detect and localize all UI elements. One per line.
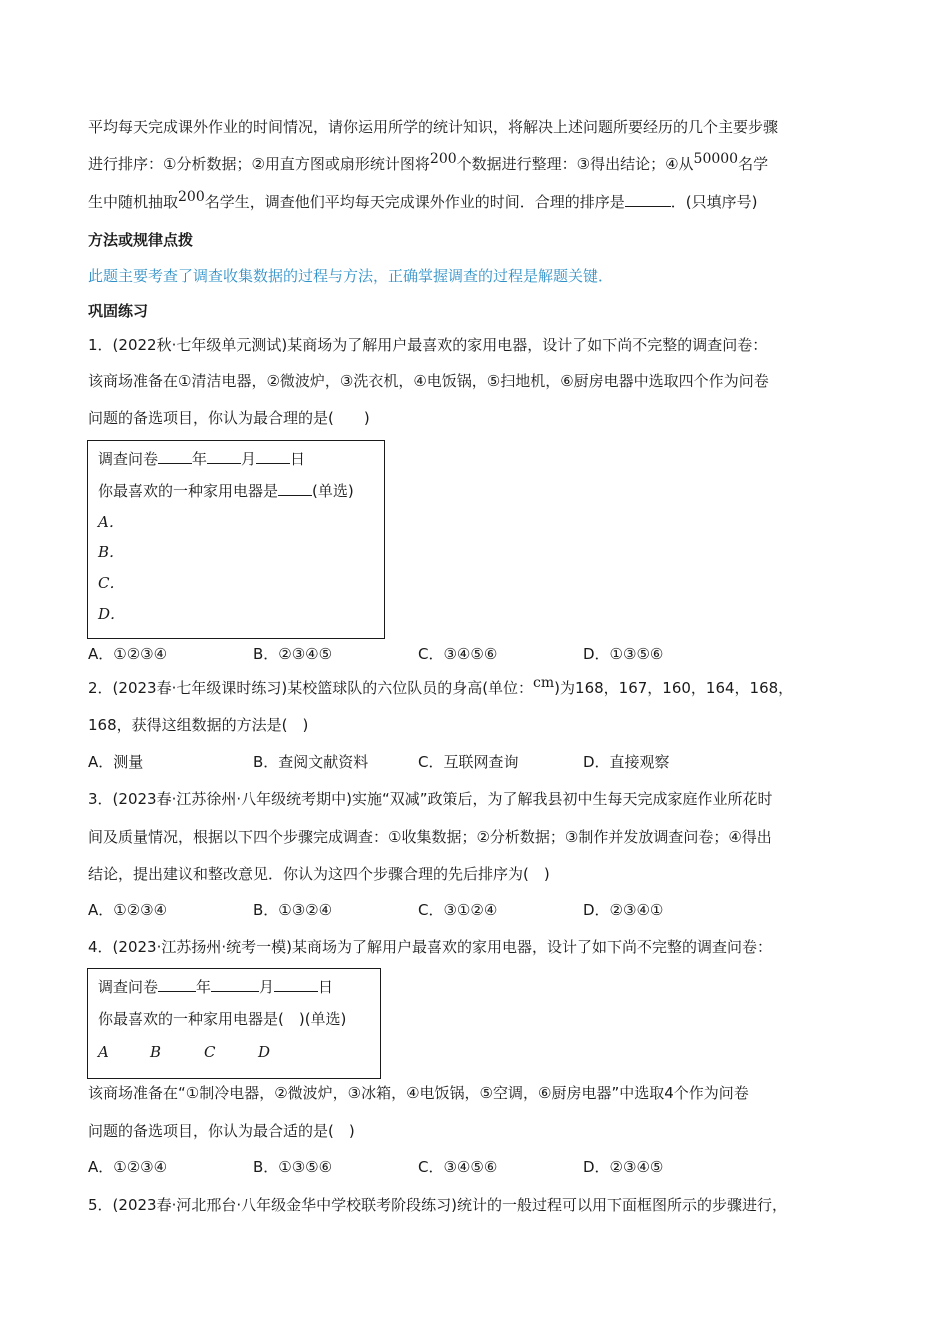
q4-option-d[interactable]: D．②③④⑤: [583, 1158, 664, 1176]
q3-option-d[interactable]: D．②③④①: [583, 901, 664, 919]
q1-box-choice-a: A．: [98, 513, 124, 531]
q2-option-a[interactable]: A．测量: [88, 753, 144, 771]
q4-box-title: 调查问卷 年 月 日: [98, 978, 334, 996]
q4-box-question: 你最喜欢的一种家用电器是( )(单选): [98, 1010, 347, 1028]
q1-box-choice-d: D．: [98, 605, 126, 623]
q2-option-d[interactable]: D．直接观察: [583, 753, 670, 771]
q1-option-b[interactable]: B．②③④⑤: [253, 645, 333, 663]
blank: [274, 977, 318, 992]
blank: [278, 481, 312, 496]
intro-line-2-c: 名学: [738, 155, 769, 173]
q1-box-question: 你最喜欢的一种家用电器是 (单选): [98, 482, 354, 500]
q2-option-c[interactable]: C．互联网查询: [418, 753, 519, 771]
q3-line-1: 3．(2023春·江苏徐州·八年级统考期中)实施“双减”政策后，为了解我县初中生每天完成家庭作业所花时: [88, 790, 773, 808]
q1-box-choice-b: B．: [98, 543, 125, 561]
number-200: 200: [429, 151, 457, 167]
intro-line-2: [88, 153, 870, 176]
intro-line-3-b: 名学生，调查他们平均每天完成课外作业的时间．合理的排序是: [204, 193, 625, 211]
blank: [207, 449, 241, 464]
q3-option-b[interactable]: B．①③②④: [253, 901, 333, 919]
blank: [158, 449, 192, 464]
q4-line-3: 问题的备选项目，你认为最合适的是( ): [88, 1122, 355, 1140]
q1-options: [88, 643, 868, 665]
q1-line-2: 该商场准备在①清洁电器，②微波炉，③洗衣机，④电饭锅，⑤扫地机，⑥厨房电器中选取四个作为问卷: [88, 372, 769, 390]
q4-survey-box: [87, 968, 381, 1079]
q4-box-choice-a: A: [98, 1043, 109, 1061]
intro-line-2-b: 个数据进行整理：③得出结论；④从: [456, 155, 694, 173]
q4-option-b[interactable]: B．①③⑤⑥: [253, 1158, 333, 1176]
q1-option-d[interactable]: D．①③⑤⑥: [583, 645, 664, 663]
intro-line-3-a: 生中随机抽取: [88, 193, 179, 211]
q4-box-choice-c: C: [204, 1043, 216, 1061]
q3-options: [88, 899, 868, 921]
q5-line-1: 5．(2023春·河北邢台·八年级金华中学校联考阶段练习)统计的一般过程可以用下面框图所示的步骤进行，: [88, 1196, 787, 1214]
q1-line-1: 1．(2022秋·七年级单元测试)某商场为了解用户最喜欢的家用电器，设计了如下尚不完整的调查问卷：: [88, 336, 768, 354]
practice-heading: 巩固练习: [88, 302, 149, 320]
blank: [211, 977, 259, 992]
number-200-b: 200: [178, 189, 205, 205]
q2-option-b[interactable]: B．查阅文献资料: [253, 753, 369, 771]
answer-blank[interactable]: [625, 192, 671, 207]
q1-option-c[interactable]: C．③④⑤⑥: [418, 645, 498, 663]
q2-line-2: 168，获得这组数据的方法是( ): [88, 716, 309, 734]
method-heading: 方法或规律点拨: [88, 231, 194, 249]
q4-option-c[interactable]: C．③④⑤⑥: [418, 1158, 498, 1176]
q1-survey-box: [87, 440, 385, 639]
q1-line-3: 问题的备选项目，你认为最合理的是( ): [88, 409, 370, 427]
q3-line-3: 结论，提出建议和整改意见．你认为这四个步骤合理的先后排序为( ): [88, 865, 550, 883]
method-text: 此题主要考查了调查收集数据的过程与方法，正确掌握调查的过程是解题关键．: [88, 267, 614, 285]
intro-line-2-a: 进行排序：①分析数据；②用直方图或扇形统计图将: [88, 155, 430, 173]
q3-option-a[interactable]: A．①②③④: [88, 901, 168, 919]
number-50000: 50000: [693, 151, 739, 167]
q4-options: [88, 1156, 868, 1178]
intro-line-3: [88, 191, 870, 214]
q4-box-choice-d: D: [258, 1043, 271, 1061]
q1-option-a[interactable]: A．①②③④: [88, 645, 168, 663]
blank: [256, 449, 290, 464]
intro-line-3-c: ．(只填序号): [670, 193, 758, 211]
q4-line-2: 该商场准备在“①制冷电器，②微波炉，③冰箱，④电饭锅，⑤空调，⑥厨房电器”中选取4个作为问卷: [88, 1084, 749, 1102]
q4-option-a[interactable]: A．①②③④: [88, 1158, 168, 1176]
unit-cm: cm: [533, 675, 555, 691]
intro-line-1: 平均每天完成课外作业的时间情况，请你运用所学的统计知识，将解决上述问题所要经历的几个主要步骤: [88, 118, 779, 136]
q2-line-1: 2．(2023春·七年级课时练习)某校篮球队的六位队员的身高(单位：cm)为168，167，160，164，168，: [88, 675, 794, 697]
q4-line-1: 4．(2023·江苏扬州·统考一模)某商场为了解用户最喜欢的家用电器，设计了如下尚不完整的调查问卷：: [88, 938, 772, 956]
q3-line-2: 间及质量情况，根据以下四个步骤完成调查：①收集数据；②分析数据；③制作并发放调查问卷；④得出: [88, 828, 772, 846]
q2-options: [88, 751, 868, 773]
q4-box-choice-b: B: [150, 1043, 162, 1061]
q1-box-title: 调查问卷 年 月 日: [98, 450, 306, 468]
blank: [158, 977, 196, 992]
q1-box-choice-c: C．: [98, 574, 125, 592]
q3-option-c[interactable]: C．③①②④: [418, 901, 498, 919]
